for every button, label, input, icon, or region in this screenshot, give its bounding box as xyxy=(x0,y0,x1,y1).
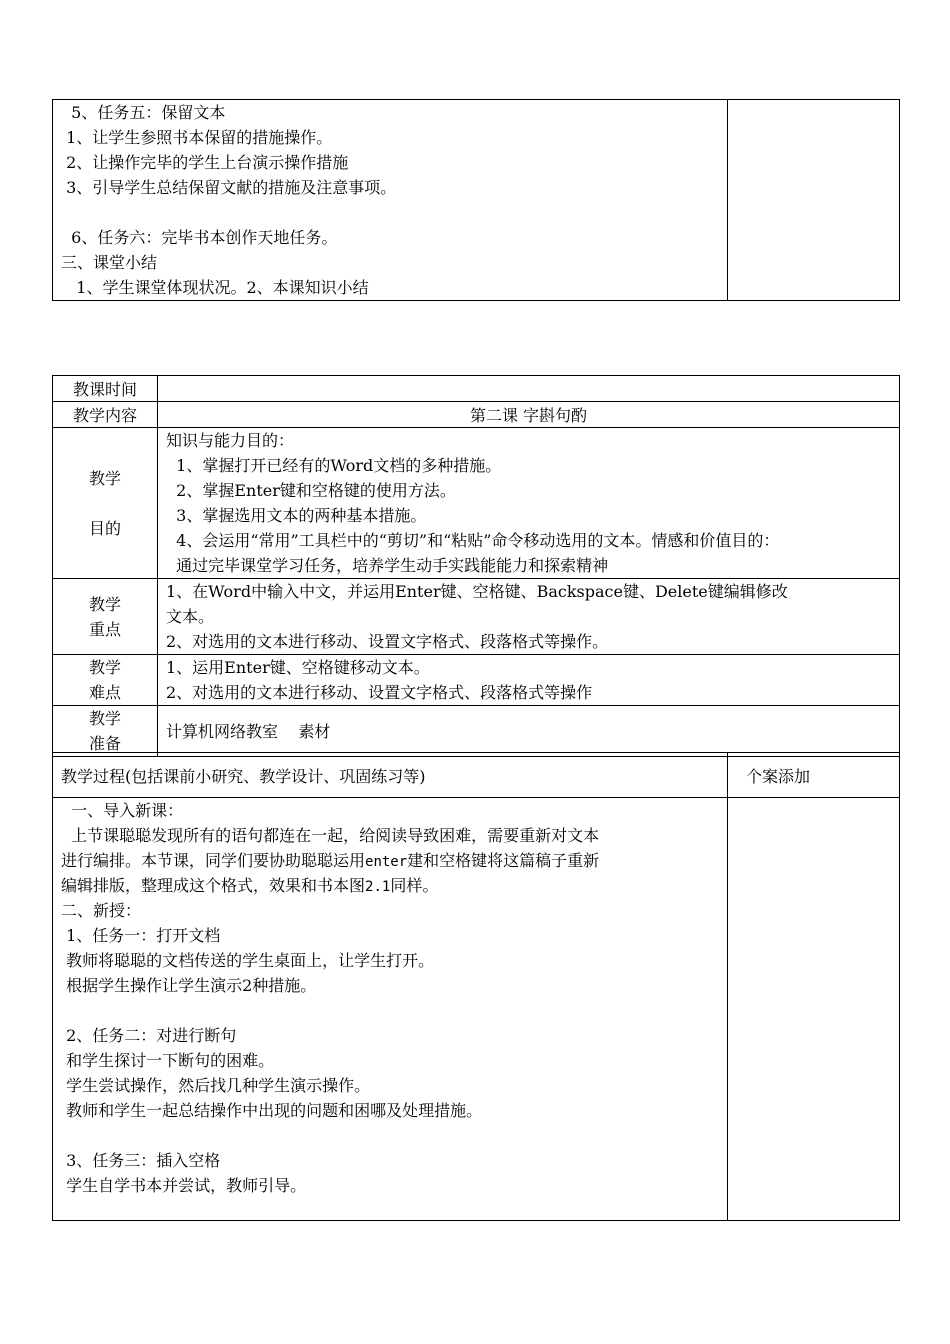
text-line: 2、对选用的文本进行移动、设置文字格式、段落格式等操作 xyxy=(166,683,593,702)
goal-label-cell xyxy=(53,428,158,579)
text-line: 二、新授： xyxy=(61,901,142,920)
lesson-plan-table xyxy=(52,375,900,757)
text-line: 文本。 xyxy=(166,607,215,626)
key-content xyxy=(158,579,900,655)
time-label: 教课时间 xyxy=(53,376,158,402)
key-label-cell xyxy=(53,579,158,655)
time-value xyxy=(158,376,900,402)
text-line: 5、任务五：保留文本 xyxy=(61,103,226,122)
text-line: 1、任务一：打开文档 xyxy=(61,926,221,945)
process-content xyxy=(53,798,728,1221)
process-header-text: 教学过程(包括课前小研究、教学设计、巩固练习等) xyxy=(61,766,426,786)
text-line: 1、运用Enter键、空格键移动文本。 xyxy=(166,658,430,677)
difficulty-content xyxy=(158,655,900,706)
prep-label-cell xyxy=(53,706,158,757)
text-line: 3、引导学生总结保留文献的措施及注意事项。 xyxy=(61,178,397,197)
text-line: 6、任务六：完毕书本创作天地任务。 xyxy=(61,228,338,247)
difficulty-label: 难点 xyxy=(88,683,121,702)
text-line: 教师和学生一起总结操作中出现的问题和困哪及处理措施。 xyxy=(61,1101,483,1120)
text-line: 4、会运用“常用”工具栏中的“剪切”和“粘贴”命令移动选用的文本。情感和价值目的： xyxy=(166,531,780,550)
text-line: 和学生探讨一下断句的困难。 xyxy=(61,1051,275,1070)
text-line: 1、掌握打开已经有的Word文档的多种措施。 xyxy=(166,456,502,475)
addition-content xyxy=(728,798,900,1221)
text-line: 编辑排版，整理成这个格式，效果和书本图2.1同样。 xyxy=(61,876,439,895)
continuation-addition-cell xyxy=(728,100,900,301)
addition-header xyxy=(728,753,900,798)
text-line: 上节课聪聪发现所有的语句都连在一起，给阅读导致困难，需要重新对文本 xyxy=(61,826,600,845)
text-line: 3、掌握选用文本的两种基本措施。 xyxy=(166,506,427,525)
difficulty-label: 教学 xyxy=(88,658,121,677)
goal-label: 目的 xyxy=(88,518,121,538)
text-line: 根据学生操作让学生演示2种措施。 xyxy=(61,976,317,995)
text-line: 三、课堂小结 xyxy=(61,253,158,272)
text-line: 2、掌握Enter键和空格键的使用方法。 xyxy=(166,481,456,500)
text-line: 3、任务三：插入空格 xyxy=(61,1151,221,1170)
blank-line xyxy=(61,1123,727,1148)
text-line: 学生尝试操作，然后找几种学生演示操作。 xyxy=(61,1076,371,1095)
difficulty-label-cell xyxy=(53,655,158,706)
goal-label: 教学 xyxy=(88,468,121,488)
continuation-content-cell xyxy=(53,100,728,301)
continuation-table xyxy=(52,99,900,301)
text-line: 通过完毕课堂学习任务，培养学生动手实践能能力和探索精神 xyxy=(166,556,609,575)
text-line: 教师将聪聪的文档传送的学生桌面上，让学生打开。 xyxy=(61,951,435,970)
text-line: 1、让学生参照书本保留的措施操作。 xyxy=(61,128,333,147)
text-line: 1、在Word中输入中文，并运用Enter键、空格键、Backspace键、Delete键编辑修改 xyxy=(166,582,788,601)
text-line: 2、让操作完毕的学生上台演示操作措施 xyxy=(61,153,349,172)
goal-content xyxy=(158,428,900,579)
blank-line xyxy=(61,998,727,1023)
key-label: 教学 xyxy=(88,594,121,614)
text-line: 知识与能力目的： xyxy=(166,431,295,450)
process-table xyxy=(52,752,900,1221)
lesson-title: 第二课 字斟句酌 xyxy=(158,402,900,428)
blank-line xyxy=(61,200,727,225)
key-label: 重点 xyxy=(88,619,121,639)
text-line: 2、任务二：对进行断句 xyxy=(61,1026,237,1045)
text-line: 1、学生课堂体现状况。2、本课知识小结 xyxy=(61,278,369,297)
prep-value: 计算机网络教室 素材 xyxy=(166,721,331,741)
text-line: 进行编排。本节课，同学们要协助聪聪运用enter建和空格键将这篇稿子重新 xyxy=(61,851,600,870)
prep-label: 准备 xyxy=(88,734,121,753)
text-line: 一、导入新课： xyxy=(61,801,184,820)
addition-header-text: 个案添加 xyxy=(746,766,811,786)
prep-label: 教学 xyxy=(88,709,121,728)
prep-content xyxy=(158,706,900,757)
text-line: 学生自学书本并尝试，教师引导。 xyxy=(61,1176,307,1195)
content-label: 教学内容 xyxy=(53,402,158,428)
process-header xyxy=(53,753,728,798)
text-line: 2、对选用的文本进行移动、设置文字格式、段落格式等操作。 xyxy=(166,632,609,651)
